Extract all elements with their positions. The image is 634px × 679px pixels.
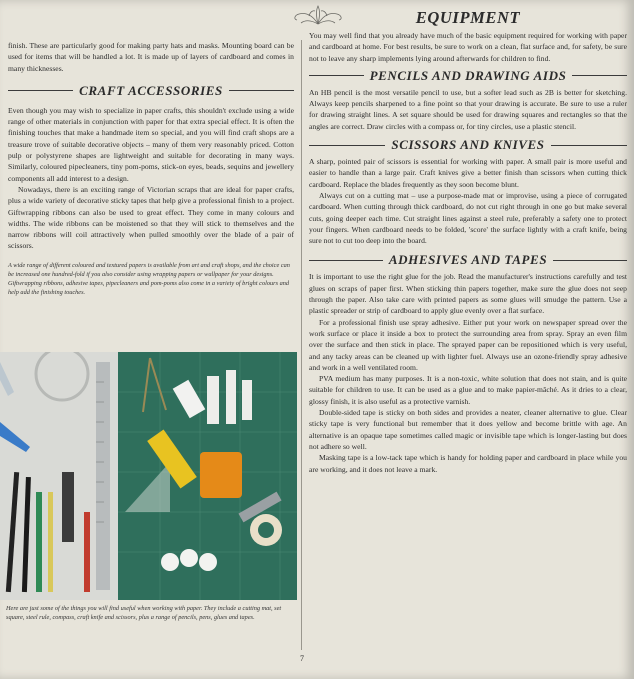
heading-rule: [551, 145, 627, 146]
equipment-photo: [0, 352, 297, 600]
heading-rule: [229, 90, 294, 91]
scissors-heading: SCISSORS AND KNIVES: [391, 137, 545, 153]
right-column: [309, 8, 627, 475]
column-divider: [301, 40, 302, 650]
page-number: 7: [300, 654, 304, 663]
adhesives-paragraph-1: It is important to use the right glue for the job. Read the manufacturer's instructions carefully and test glues on scraps of paper first. When sticking thin papers together, make sure the glue does not seep through the paper. Also take care with printed papers as some glues will smudge the pattern. Use a plastic spreader or strip of cardboard to apply glue evenly over a flat surface.: [309, 272, 627, 316]
craft-accessories-heading: CRAFT ACCESSORIES: [79, 82, 223, 98]
craft-accessories-paragraph-1: Even though you may wish to specialize in paper crafts, this shouldn't exclude using a wide range of other materials in conjunction with paper for that extra special effect. It is often the finishing touches that make a handmade item so special, and you will find craft shops are a treasure trove of suitable decorative objects – many of them very reasonably priced. Cotton pulp or polystyrene shapes are lightweight and suitable for decorating in many ways. Similarly, coloured pipecleaners, tiny pom-poms, stick-on eyes, beads, sequins and jewellery components all add interest to a design.: [8, 105, 294, 183]
heading-rule: [309, 260, 383, 261]
photo-caption: Here are just some of the things you will find useful when working with paper. They include a cutting mat, set square, steel rule, compass, craft knife and scissors, plus a range of pencils, pens, glues and tapes.: [6, 605, 282, 622]
adhesives-heading: ADHESIVES AND TAPES: [388, 252, 548, 268]
craft-accessories-paragraph-2: Nowadays, there is an exciting range of Victorian scraps that are ideal for paper crafts, plus a wide variety of decorative sticky tapes that help give a professional finish to a project. Giftwrapping ribbons can also be used to great effect. They come in many colours and widths. The wide ribbons can be moistened so that they will stick to themselves and the narrow ribbons will coil attractively when pulled smoothly over the blade of a pair of scissors.: [8, 184, 294, 251]
craft-knife: [62, 472, 74, 542]
heading-rule: [572, 75, 627, 76]
equipment-heading: EQUIPMENT: [415, 8, 521, 27]
equipment-photo-illustration: [0, 352, 297, 600]
pencils-heading-row: [309, 68, 627, 84]
adhesives-paragraph-4: Double-sided tape is sticky on both sides and provides a neater, cleaner alternative to glue. Clear sticky tape is very functional but remember that it does yellow and become brittle with age. An alternative is an opaque tape sometimes called magic or invisible tape which is longer-lasting but does not adhere so well.: [309, 408, 627, 451]
heading-rule: [553, 260, 627, 261]
craft-accessories-heading-row: [8, 83, 294, 99]
scissors-paragraph-1: A sharp, pointed pair of scissors is essential for working with paper. A small pair is more useful and easier to handle than a large pair. Craft knives give a better finish than scissors when cutting thick cardboard. Replace the blades frequently as they soon become blunt.: [309, 157, 627, 189]
scissors-heading-row: [309, 137, 627, 153]
steel-rule: [96, 362, 110, 590]
heading-rule: [309, 145, 385, 146]
adhesives-paragraph-5: Masking tape is a low-tack tape which is handy for holding paper and cardboard in place while you are working, and it does not leave a mark.: [309, 453, 627, 474]
left-column: [8, 40, 294, 298]
heading-rule: [309, 75, 364, 76]
pencils-heading: PENCILS AND DRAWING AIDS: [369, 67, 567, 83]
equipment-text: You may well find that you already have much of the basic equipment required for working with paper and cardboard at home. For best results, be sure to work on a clean, flat surface and, for safety, be sure not to leave any sharp implements lying around afterwards for children to find.: [309, 31, 627, 63]
pencils-text: An HB pencil is the most versatile pencil to use, but a softer lead such as 2B is better for sketching. Always keep pencils sharpened to a fine point so that your drawing is accurate. Be sure to use a ruler for drawing straight lines. A set square should be used for drawing squares and rectangles so that the angles are correct. Draw circles with a compass or, for tiny circles, use a plastic stencil.: [309, 87, 627, 131]
papers-caption: A wide range of different coloured and textured papers is available from art and craft shops, and the choice can be increased one hundred-fold if you also consider using wrapping papers or wallpaper for your designs. Giftwrapping ribbons, adhesive tapes, pipecleaners and pom-poms also come in a variety of bright colours and help add the finishing touches.: [8, 261, 290, 297]
adhesives-paragraph-2: For a professional finish use spray adhesive. Either put your work on newspaper spread over the work surface or place it inside a box to protect the surrounding area from spray. Spray an even film over the surface and then stick in place. The sprayed paper can be repositioned which is very useful, and any tacky areas can be cleaned up with lighter fuel. Always use an ozone-friendly spray adhesive and work in a well ventilated room.: [309, 317, 627, 372]
tape-dispenser: [200, 452, 242, 498]
scissors-paragraph-2: Always cut on a cutting mat – use a purpose-made mat or improvise, using a piece of corrugated cardboard. When cutting through thick cardboard, do not cut right through in one go but make several cuts, going deeper each time. Cut straight lines against a steel rule, preferably a safety one to protect your fingers. When cardboard needs to be folded, 'score' the surface lightly with a craft knife, being sure not to cut too deep into the board.: [309, 190, 627, 246]
adhesives-paragraph-3: PVA medium has many purposes. It is a non-toxic, white solution that does not stain, and is quite suitable for children to use. It can be used as a glue and to make papier-mâché. As it dries to a clear, glossy finish, it is also useful as a protective varnish.: [309, 374, 627, 406]
adhesives-heading-row: [309, 252, 627, 268]
heading-rule: [8, 90, 73, 91]
intro-continued-text: finish. These are particularly good for making party hats and masks. Mounting board can be used for items that will be handled a lot. It is made up of layers of cardboard and comes in many thicknesses.: [8, 41, 294, 73]
